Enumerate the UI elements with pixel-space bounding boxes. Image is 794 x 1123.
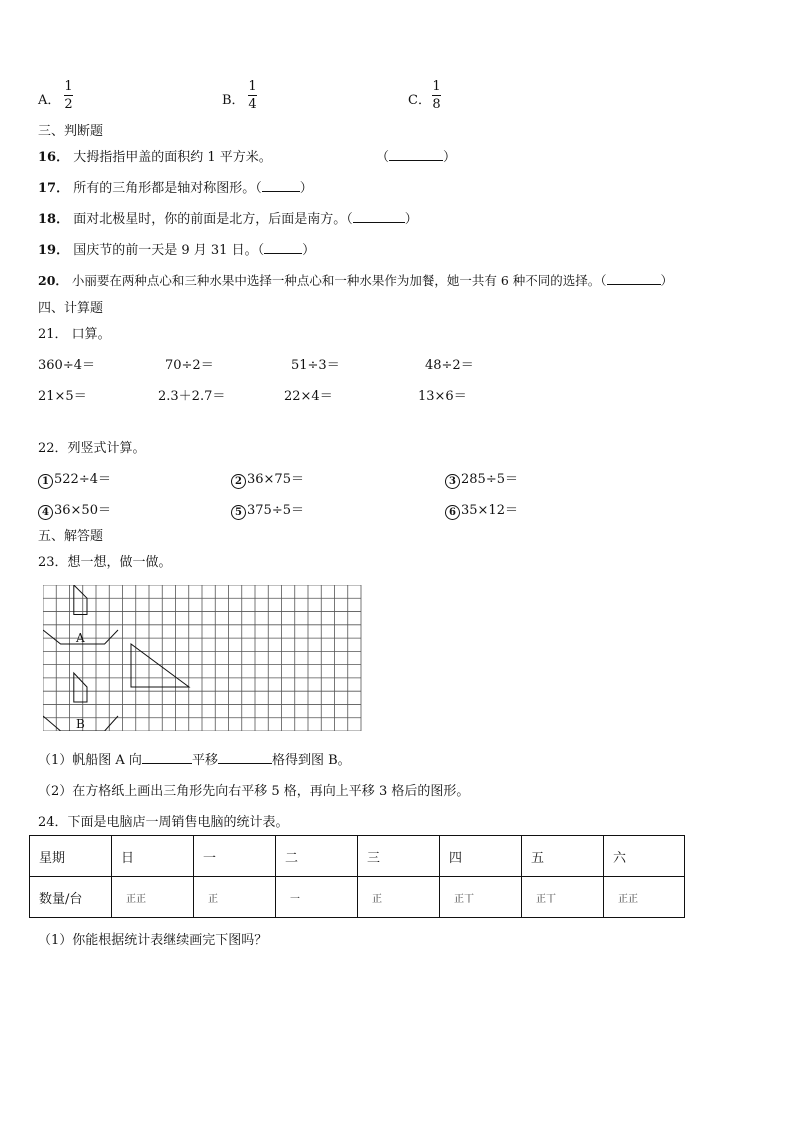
close-paren: ） xyxy=(660,273,674,288)
grid-lines xyxy=(43,585,361,731)
circled-number: 5 xyxy=(231,505,246,520)
table-header-cell: 日 xyxy=(112,836,194,877)
calc-expression: 285÷5＝ xyxy=(461,472,518,487)
grid-paper[interactable] xyxy=(43,585,363,731)
option-a-fraction xyxy=(64,79,73,112)
option-a-denominator: 2 xyxy=(64,97,73,112)
sub1-text-c: 格得到图 B。 xyxy=(271,753,351,768)
option-b-letter: B． xyxy=(222,93,245,108)
calc-expression: 36×75＝ xyxy=(247,472,304,487)
oral-calc-item: 51÷3＝ xyxy=(291,358,340,373)
sub1-text-a: （1）帆船图 A 向 xyxy=(38,753,142,768)
section-heading-solve: 五、解答题 xyxy=(38,529,104,544)
question-number: 16． xyxy=(38,150,70,165)
option-c-letter: C． xyxy=(408,93,431,108)
close-paren: ） xyxy=(404,212,418,227)
question-number: 17． xyxy=(38,181,70,196)
tally-cell: 一 xyxy=(276,877,358,918)
oral-calc-item: 48÷2＝ xyxy=(425,358,474,373)
vertical-calc-item xyxy=(445,468,518,489)
question-number: 18． xyxy=(38,212,70,227)
circled-number: 6 xyxy=(445,505,460,520)
question-24-title: 24．下面是电脑店一周销售电脑的统计表。 xyxy=(38,815,289,830)
sailboat-b-sail xyxy=(74,673,87,702)
question-16-answer xyxy=(376,146,456,165)
tally-cell: 正正 xyxy=(112,877,194,918)
tally-cell: 正丅 xyxy=(522,877,604,918)
table-header-cell: 三 xyxy=(358,836,440,877)
oral-calc-item: 70÷2＝ xyxy=(165,358,214,373)
question-23-sub2: （2）在方格纸上画出三角形先向右平移 5 格，再向上平移 3 格后的图形。 xyxy=(38,784,470,799)
question-24-sub1: （1）你能根据统计表继续画完下图吗？ xyxy=(38,933,268,948)
vertical-calc-item xyxy=(231,499,304,520)
question-text: 面对北极星时，你的前面是北方，后面是南方。（ xyxy=(73,212,353,227)
sales-table xyxy=(29,835,685,918)
close-paren: ） xyxy=(299,181,313,196)
question-number: 19． xyxy=(38,243,70,258)
triangle-shape xyxy=(131,644,189,687)
fraction-bar xyxy=(248,95,257,96)
option-c-numerator: 1 xyxy=(432,79,441,94)
question-23-title: 23．想一想，做一做。 xyxy=(38,555,172,570)
oral-calc-item: 21×5＝ xyxy=(38,389,87,404)
tally-cell: 正丅 xyxy=(440,877,522,918)
table-header-cell: 五 xyxy=(522,836,604,877)
question-text: 国庆节的前一天是 9 月 31 日。（ xyxy=(73,243,265,258)
answer-blank[interactable] xyxy=(264,241,302,254)
question-22-title: 22．列竖式计算。 xyxy=(38,441,146,456)
section-heading-judge: 三、判断题 xyxy=(38,124,104,139)
tally-cell: 正 xyxy=(358,877,440,918)
vertical-calc-item xyxy=(38,499,111,520)
question-text: 小丽要在两种点心和三种水果中选择一种点心和一种水果作为加餐，她一共有 6 种不同的选择。（ xyxy=(71,273,607,288)
circled-number: 2 xyxy=(231,474,246,489)
oral-calc-item: 13×6＝ xyxy=(418,389,467,404)
label-b: B xyxy=(76,717,85,731)
tally-cell: 正 xyxy=(194,877,276,918)
question-16 xyxy=(38,146,272,165)
question-23-sub1 xyxy=(38,749,351,768)
answer-blank[interactable] xyxy=(389,148,443,161)
question-number: 20． xyxy=(38,273,68,288)
question-text: 所有的三角形都是轴对称图形。（ xyxy=(73,181,262,196)
label-a: A xyxy=(76,631,85,645)
vertical-calc-item xyxy=(445,499,518,520)
oral-calc-item: 360÷4＝ xyxy=(38,358,95,373)
sailboat-a-sail xyxy=(74,585,87,615)
table-header-cell: 二 xyxy=(276,836,358,877)
option-b-numerator: 1 xyxy=(248,79,257,94)
table-header-cell: 四 xyxy=(440,836,522,877)
calc-expression: 35×12＝ xyxy=(461,503,518,518)
option-b-denominator: 4 xyxy=(248,97,257,112)
table-row xyxy=(30,877,685,918)
answer-blank[interactable] xyxy=(607,272,661,285)
vertical-calc-item xyxy=(38,468,111,489)
direction-blank[interactable] xyxy=(142,751,192,764)
table-header-cell: 六 xyxy=(604,836,685,877)
question-17 xyxy=(38,177,313,196)
open-paren: （ xyxy=(376,150,390,165)
close-paren: ） xyxy=(443,150,457,165)
question-20 xyxy=(38,271,673,289)
answer-blank[interactable] xyxy=(262,179,300,192)
sub1-text-b: 平移 xyxy=(191,753,218,768)
option-b-fraction xyxy=(248,79,257,112)
circled-number: 1 xyxy=(38,474,53,489)
tally-cell: 正正 xyxy=(604,877,685,918)
table-header-cell: 一 xyxy=(194,836,276,877)
table-header-row xyxy=(30,836,685,877)
close-paren: ） xyxy=(302,243,316,258)
fraction-bar xyxy=(432,95,441,96)
question-18 xyxy=(38,208,418,227)
circled-number: 4 xyxy=(38,505,53,520)
option-a-letter: A． xyxy=(38,93,61,108)
calc-expression: 36×50＝ xyxy=(54,503,111,518)
option-c-denominator: 8 xyxy=(432,97,441,112)
answer-blank[interactable] xyxy=(353,210,405,223)
option-a-numerator: 1 xyxy=(64,79,73,94)
calc-expression: 522÷4＝ xyxy=(54,472,111,487)
row-label-cell: 数量/台 xyxy=(30,877,112,918)
question-19 xyxy=(38,239,315,258)
table-header-cell: 星期 xyxy=(30,836,112,877)
vertical-calc-item xyxy=(231,468,304,489)
calc-expression: 375÷5＝ xyxy=(247,503,304,518)
option-c-fraction xyxy=(432,79,441,112)
question-21-title: 21． 口算。 xyxy=(38,327,111,342)
question-text: 大拇指指甲盖的面积约 1 平方米。 xyxy=(73,150,272,165)
circled-number: 3 xyxy=(445,474,460,489)
count-blank[interactable] xyxy=(218,751,272,764)
section-heading-calc: 四、计算题 xyxy=(38,301,104,316)
fraction-bar xyxy=(64,95,73,96)
oral-calc-item: 22×4＝ xyxy=(284,389,333,404)
oral-calc-item: 2.3＋2.7＝ xyxy=(158,389,226,404)
